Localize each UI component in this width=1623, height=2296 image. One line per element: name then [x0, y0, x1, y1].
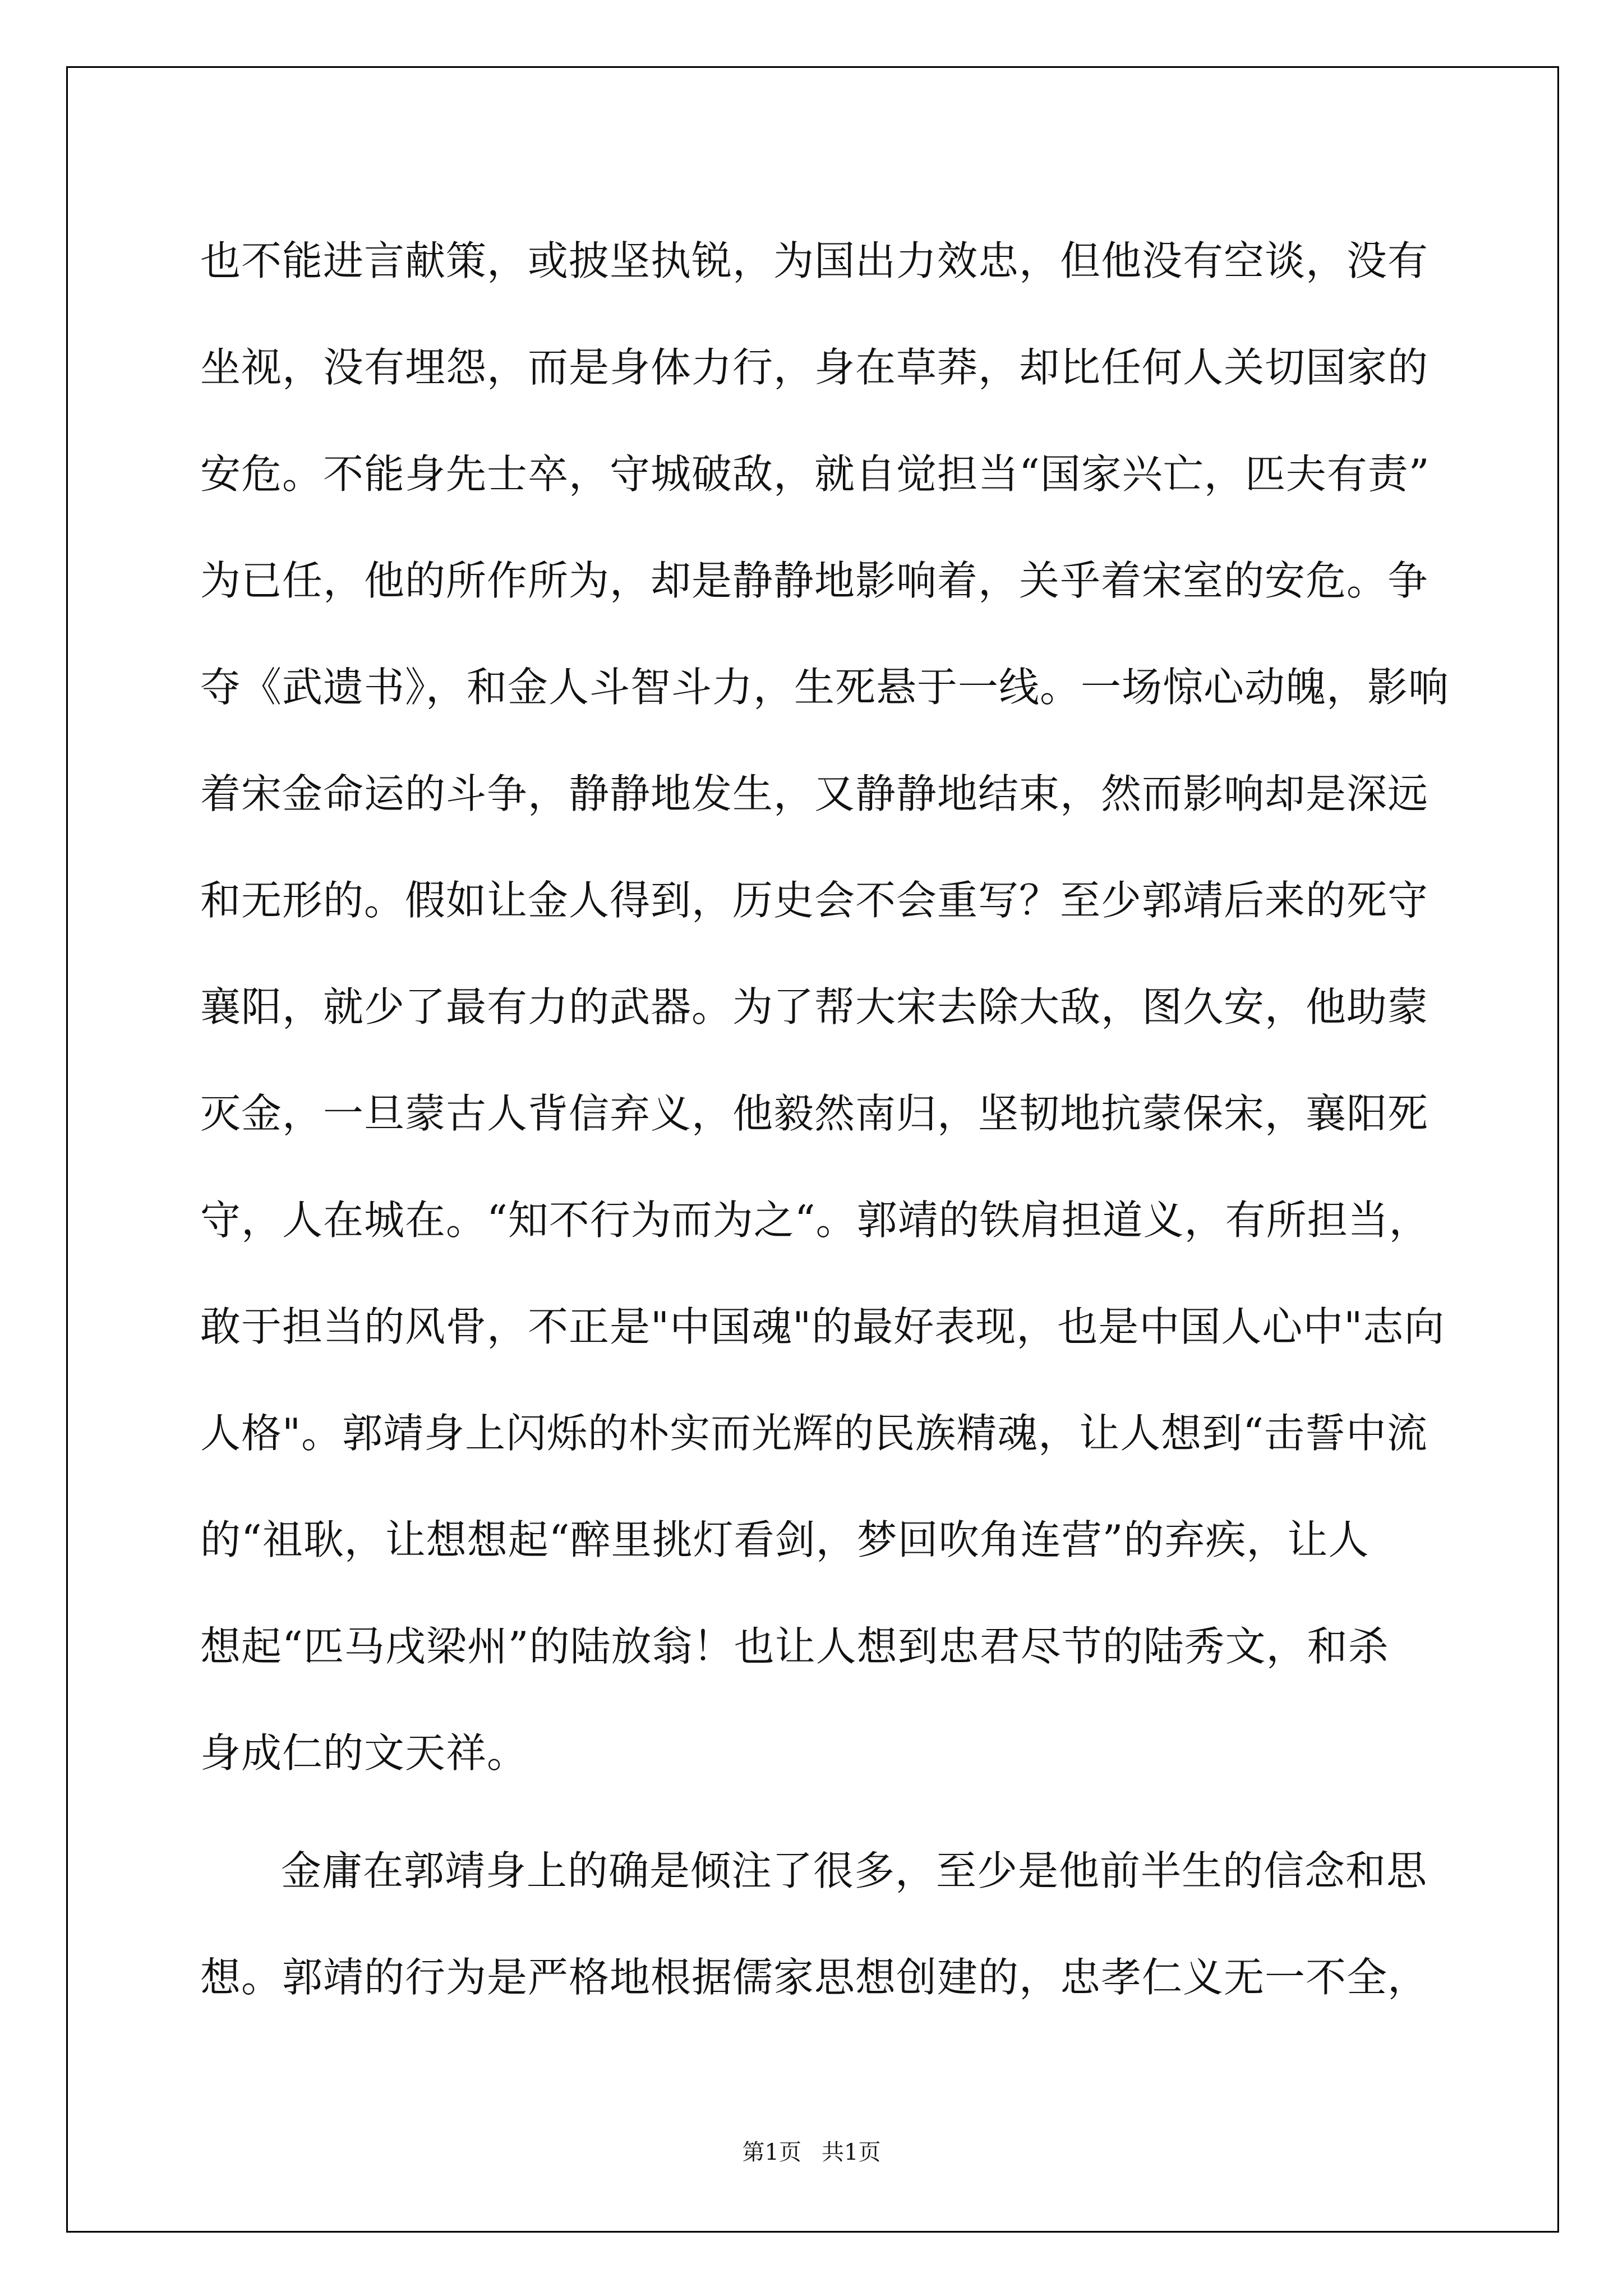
text-line: 想。郭靖的行为是严格地根据儒家思想创建的，忠孝仁义无一不全， — [200, 1954, 1429, 2001]
text-line: 为已任，他的所作所为，却是静静地影响着，关乎着宋室的安危。争 — [200, 557, 1429, 604]
paragraph-2 — [200, 1818, 1434, 2031]
text-line: 敢于担当的风骨，不正是"中国魂"的最好表现，也是中国人心中"志向 — [200, 1303, 1445, 1350]
text-line: 人格"。郭靖身上闪烁的朴实而光辉的民族精魂，让人想到“击誓中流 — [200, 1410, 1428, 1457]
text-line: 灭金，一旦蒙古人背信弃义，他毅然南归，坚韧地抗蒙保宋，襄阳死 — [200, 1090, 1429, 1137]
text-line: 想起“匹马戌梁州”的陆放翁！也让人想到忠君尽节的陆秀文，和杀 — [200, 1623, 1389, 1670]
text-line: 坐视，没有埋怨，而是身体力行，身在草莽，却比任何人关切国家的 — [200, 344, 1429, 391]
document-body — [200, 208, 1450, 2031]
paragraph-1 — [200, 208, 1450, 1806]
page-total: 共1页 — [822, 2139, 881, 2165]
text-line: 安危。不能身先士卒，守城破敌，就自觉担当“国家兴亡，匹夫有责” — [200, 450, 1430, 498]
text-line: 着宋金命运的斗争，静静地发生，又静静地结束，然而影响却是深远 — [200, 770, 1429, 817]
text-line: 也不能进言献策，或披坚执锐，为国出力效忠，但他没有空谈，没有 — [200, 237, 1429, 284]
text-line: 身成仁的文天祥。 — [200, 1729, 528, 1777]
page-number: 第1页 — [742, 2139, 801, 2165]
text-line: 金庸在郭靖身上的确是倾注了很多，至少是他前半生的信念和思 — [281, 1847, 1428, 1894]
text-line: 守，人在城在。“知不行为而为之“。郭靖的铁肩担道义，有所担当， — [200, 1197, 1430, 1244]
paragraph-gap — [200, 1806, 1434, 1818]
text-line: 和无形的。假如让金人得到，历史会不会重写？至少郭靖后来的死守 — [200, 877, 1429, 924]
page-footer — [0, 2134, 1623, 2166]
text-line: 襄阳，就少了最有力的武器。为了帮大宋去除大敌，图久安，他助蒙 — [200, 983, 1429, 1030]
text-line: 的“祖耿，让想想起“醉里挑灯看剑，梦回吹角连营”的弃疾，让人 — [200, 1516, 1370, 1563]
text-line: 夺《武遗书》，和金人斗智斗力，生死悬于一线。一场惊心动魄，影响 — [200, 664, 1450, 711]
